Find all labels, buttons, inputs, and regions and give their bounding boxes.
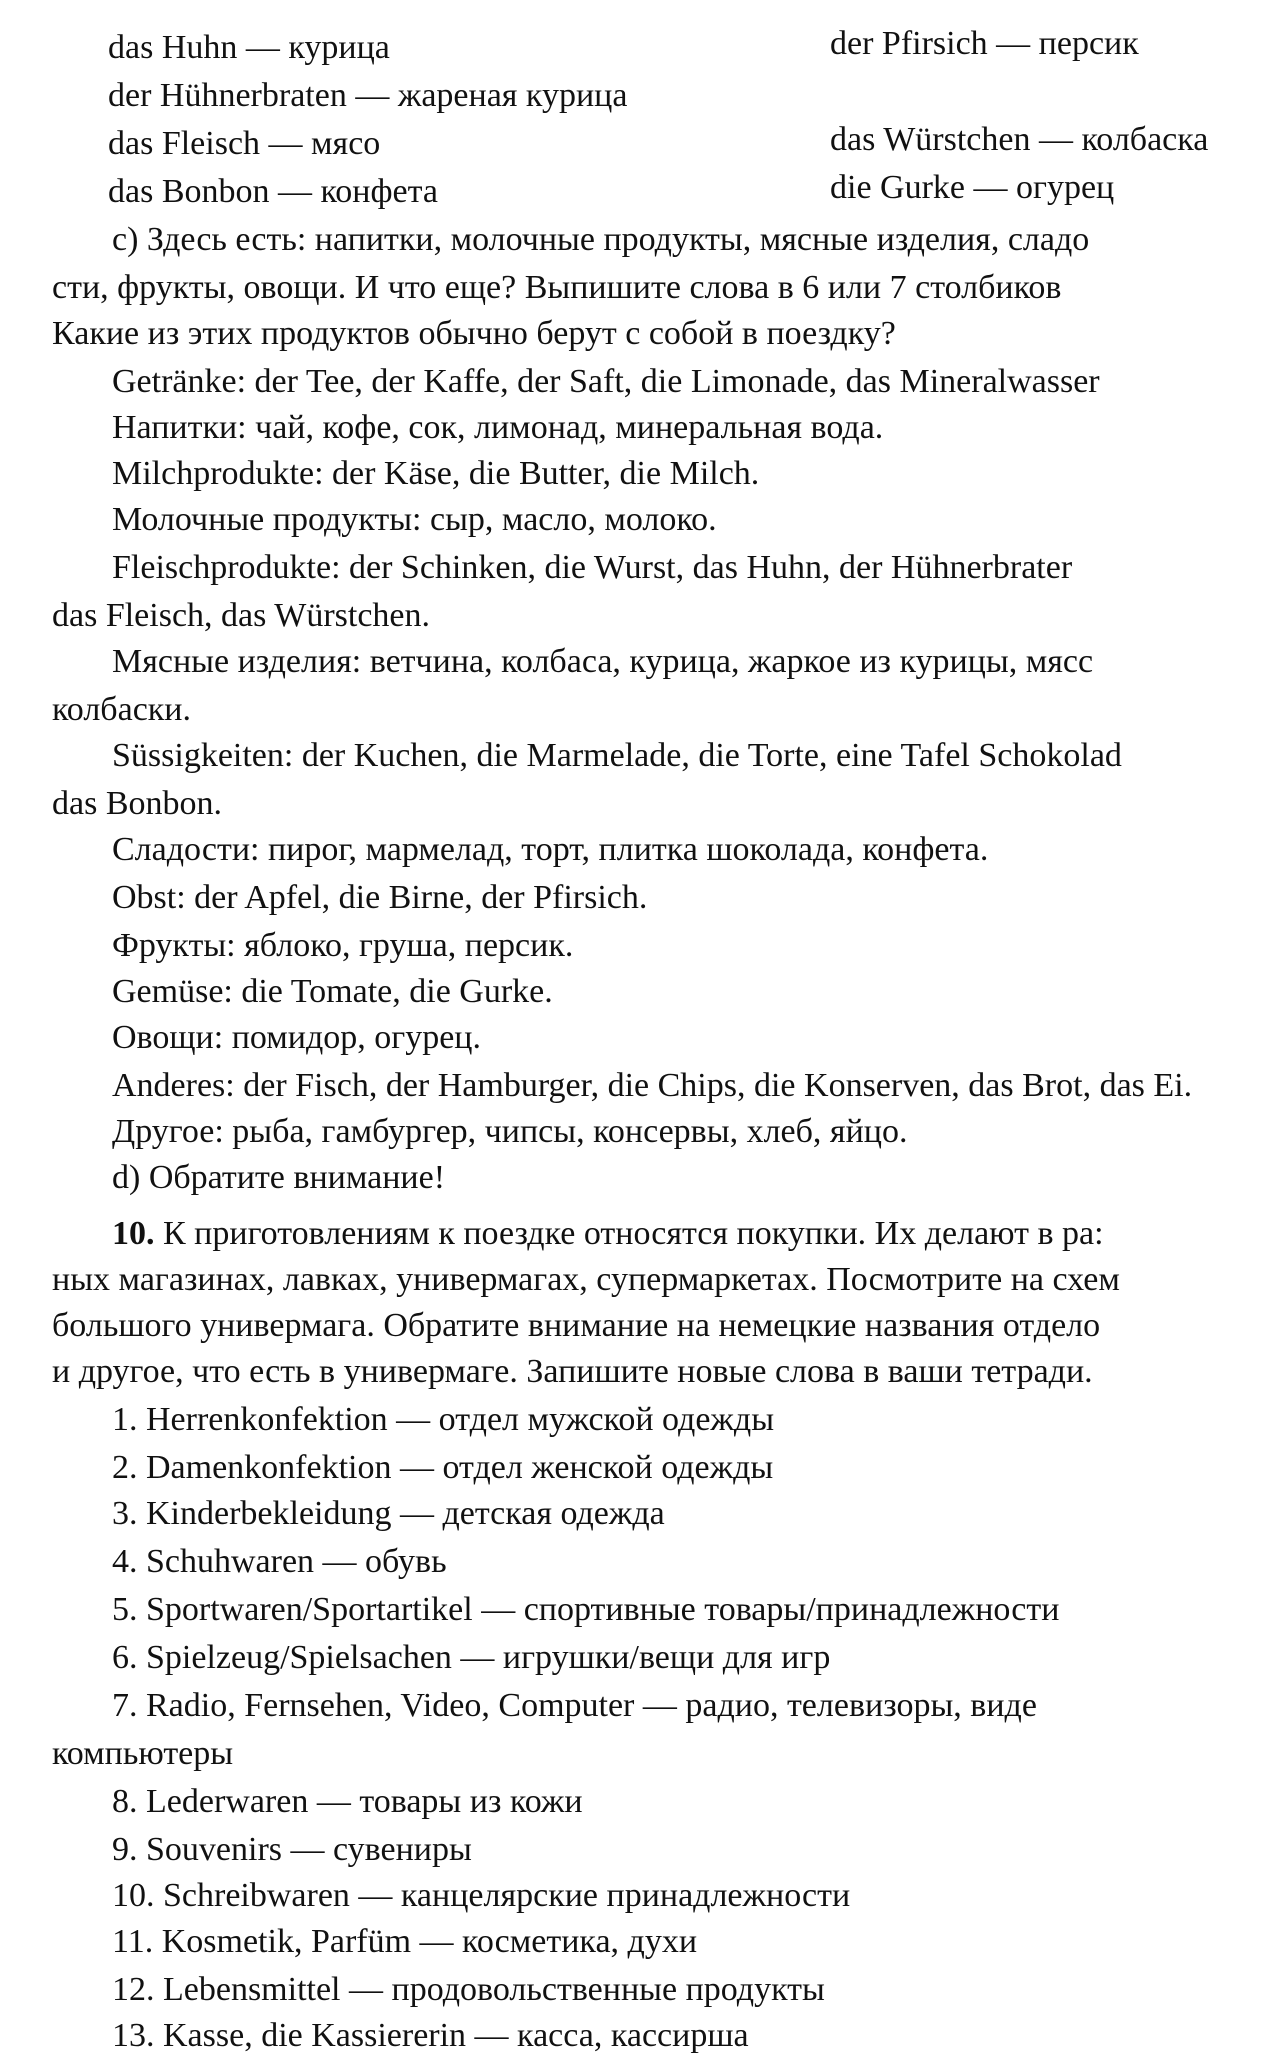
category-line: колбаски. [52, 691, 192, 728]
list-item: 13. Kasse, die Kassiererin — касса, кассирша [112, 2017, 749, 2054]
vocab-item: das Bonbon — конфета [108, 173, 438, 210]
category-line: Obst: der Apfel, die Birne, der Pfirsich. [112, 879, 648, 916]
vocabulary-block [0, 25, 1285, 218]
list-item: 4. Schuhwaren — обувь [112, 1543, 447, 1580]
category-line: Milchprodukte: der Käse, die Butter, die Milch. [112, 455, 760, 492]
category-line: Getränke: der Tee, der Kaffe, der Saft, die Limonade, das Mineralwasser [112, 363, 1100, 400]
list-item: 9. Souvenirs — сувениры [112, 1831, 472, 1868]
list-item: 5. Sportwaren/Sportartikel — спортивные товары/принадлежности [112, 1591, 1060, 1628]
category-line: Fleischprodukte: der Schinken, die Wurst, das Huhn, der Hühnerbrater [112, 549, 1073, 586]
vocab-item: das Huhn — курица [108, 29, 390, 66]
category-line: Овощи: помидор, огурец. [112, 1019, 481, 1056]
list-item: 11. Kosmetik, Parfüm — косметика, духи [112, 1923, 698, 1960]
category-line: Gemüse: die Tomate, die Gurke. [112, 973, 553, 1010]
list-item: 2. Damenkonfektion — отдел женской одежды [112, 1449, 774, 1486]
vocab-item: das Fleisch — мясо [108, 125, 381, 162]
list-item: 3. Kinderbekleidung — детская одежда [112, 1495, 665, 1532]
list-item: 10. Schreibwaren — канцелярские принадлежности [112, 1877, 851, 1914]
task-10-line: большого универмага. Обратите внимание на немецкие названия отдело [52, 1307, 1101, 1344]
category-line: Süssigkeiten: der Kuchen, die Marmelade, die Torte, eine Tafel Schokolad [112, 737, 1122, 774]
task-10-line [112, 1214, 1104, 1254]
category-line: d) Обратите внимание! [112, 1159, 446, 1196]
category-line: Фрукты: яблоко, груша, персик. [112, 927, 574, 964]
category-line: Мясные изделия: ветчина, колбаса, курица, жаркое из курицы, мясс [112, 643, 1094, 680]
task-10-line: ных магазинах, лавках, универмагах, супермаркетах. Посмотрите на схем [52, 1261, 1120, 1298]
category-line: Напитки: чай, кофе, сок, лимонад, минеральная вода. [112, 409, 884, 446]
task-number: 10. [112, 1215, 155, 1252]
vocab-item: das Würstchen — колбаска [830, 121, 1209, 158]
list-item: 7. Radio, Fernsehen, Video, Computer — радио, телевизоры, виде [112, 1687, 1037, 1724]
category-line: Anderes: der Fisch, der Hamburger, die Chips, die Konserven, das Brot, das Ei. [112, 1067, 1193, 1104]
list-item: 1. Herrenkonfektion — отдел мужской одежды [112, 1401, 775, 1438]
category-line: Другое: рыба, гамбургер, чипсы, консервы, хлеб, яйцо. [112, 1113, 908, 1150]
task-10-text: К приготовлениям к поездке относятся покупки. Их делают в ра: [163, 1215, 1104, 1252]
task-c-line: сти, фрукты, овощи. И что еще? Выпишите слова в 6 или 7 столбиков [52, 269, 1062, 306]
task-c-line: c) Здесь есть: напитки, молочные продукты, мясные изделия, сладо [112, 221, 1090, 258]
task-c-line: Какие из этих продуктов обычно берут с собой в поездку? [52, 315, 896, 352]
category-line: Молочные продукты: сыр, масло, молоко. [112, 501, 717, 538]
vocab-item: der Pfirsich — персик [830, 25, 1139, 62]
category-line: Сладости: пирог, мармелад, торт, плитка шоколада, конфета. [112, 831, 989, 868]
vocab-item: der Hühnerbraten — жареная курица [108, 77, 628, 114]
list-item: 12. Lebensmittel — продовольственные продукты [112, 1971, 825, 2008]
vocab-item: die Gurke — огурец [830, 169, 1115, 206]
list-item: 8. Lederwaren — товары из кожи [112, 1783, 583, 1820]
list-item: 6. Spielzeug/Spielsachen — игрушки/вещи для игр [112, 1639, 831, 1676]
category-line: das Bonbon. [52, 785, 222, 822]
task-10-line: и другое, что есть в универмаге. Запишите новые слова в ваши тетради. [52, 1353, 1093, 1390]
list-item: компьютеры [52, 1735, 234, 1772]
category-line: das Fleisch, das Würstchen. [52, 597, 431, 634]
